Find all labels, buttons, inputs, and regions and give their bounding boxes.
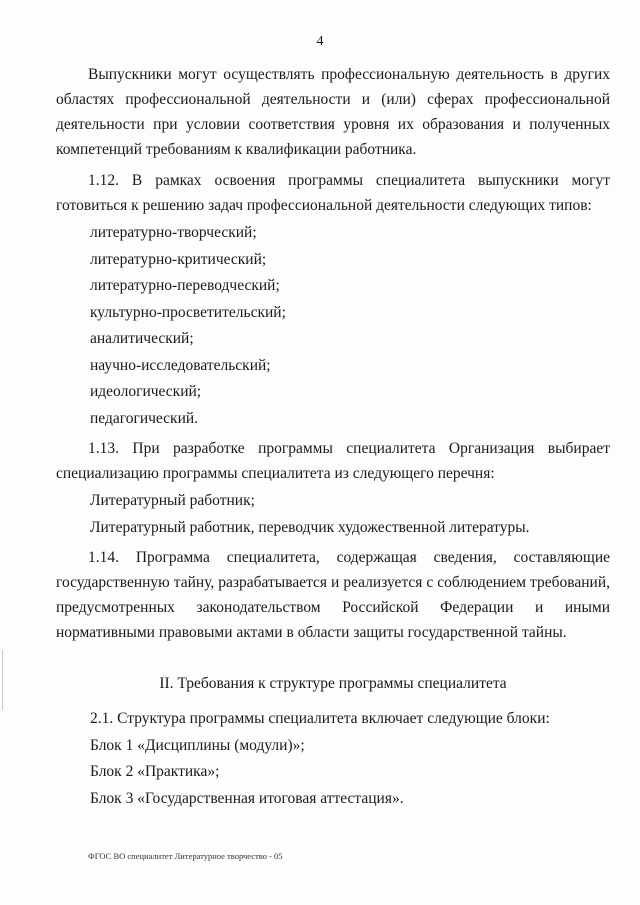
block-item: Блок 3 «Государственная итоговая аттестация». — [90, 789, 404, 807]
activity-types-list — [88, 220, 610, 432]
paragraph-line: областях профессиональной деятельности и (или) сферах профессиональной — [56, 91, 610, 108]
list-item: научно-исследовательский; — [90, 356, 271, 374]
paragraph-line: предусмотренных законодательством Российской Федерации и иными — [56, 599, 610, 616]
page-number: 4 — [316, 34, 324, 49]
scan-edge-mark — [2, 650, 3, 710]
specializations-list — [88, 488, 610, 541]
paragraph-line: деятельности при условии соответствия уровня их образования и полученных — [56, 116, 610, 133]
list-item: педагогический. — [90, 409, 199, 427]
paragraph-line: 1.12. В рамках освоения программы специалитета выпускники могут — [88, 172, 610, 189]
block-item: Блок 1 «Дисциплины (модули)»; — [90, 736, 305, 754]
list-item: литературно-творческий; — [90, 224, 257, 241]
list-item: Литературный работник, переводчик художественной литературы. — [90, 518, 530, 536]
paragraph-line: нормативными правовыми актами в области защиты государственной тайны. — [56, 624, 567, 641]
list-item: Литературный работник; — [90, 492, 255, 509]
paragraph-line: специализацию программы специалитета из следующего перечня: — [56, 465, 495, 482]
section-intro: 2.1. Структура программы специалитета включает следующие блоки: — [90, 710, 550, 727]
paragraph-graduates-scope — [56, 62, 610, 162]
list-item: идеологический; — [90, 383, 202, 400]
block-item: Блок 2 «Практика»; — [90, 763, 220, 780]
list-item: литературно-критический; — [90, 250, 267, 268]
list-item: аналитический; — [90, 330, 194, 347]
paragraph-1-14 — [56, 545, 610, 645]
paragraph-line: компетенций требованиям к квалификации работника. — [56, 141, 417, 158]
paragraph-line: готовиться к решению задач профессиональной деятельности следующих типов: — [56, 197, 592, 214]
paragraph-1-12 — [56, 168, 610, 218]
list-item: литературно-переводческий; — [90, 277, 280, 294]
document-body — [56, 62, 610, 812]
paragraph-line: государственную тайну, разрабатывается и реализуется с соблюдением требований, — [56, 574, 610, 591]
paragraph-1-13 — [56, 436, 610, 486]
section-heading: II. Требования к структуре программы специалитета — [159, 675, 507, 692]
paragraph-line: Выпускники могут осуществлять профессиональную деятельность в других — [88, 66, 610, 83]
paragraph-line: 1.13. При разработке программы специалитета Организация выбирает — [88, 440, 610, 457]
list-item: культурно-просветительский; — [90, 303, 286, 321]
paragraph-line: 1.14. Программа специалитета, содержащая сведения, составляющие — [88, 549, 610, 566]
section-2-content — [88, 706, 610, 812]
page-footer: ФГОС ВО специалитет Литературное творчество - 05 — [88, 851, 283, 861]
